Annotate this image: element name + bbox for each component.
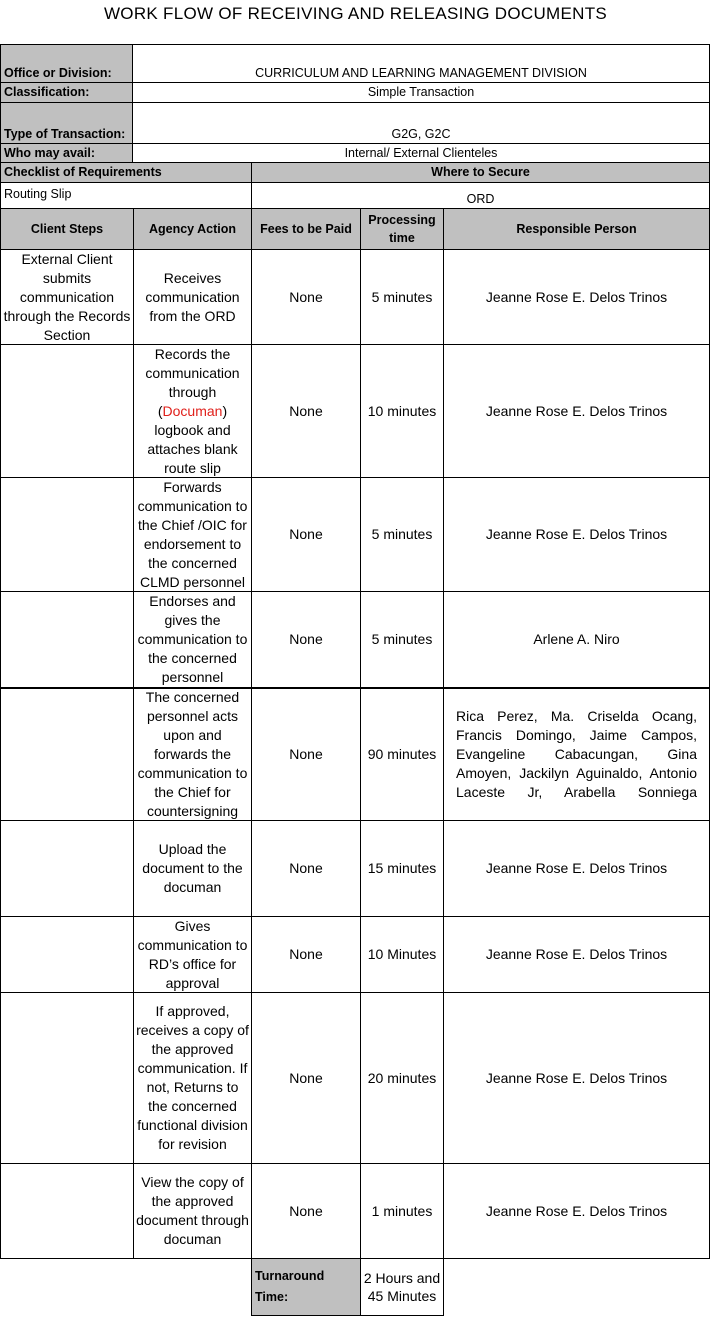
- requirement-cell: [0, 182, 252, 209]
- header-client-steps: Client Steps: [0, 208, 134, 250]
- responsible-person-6: Jeanne Rose E. Delos Trinos: [443, 820, 710, 917]
- classification-value-cell: [132, 82, 710, 103]
- where-label: Where to Secure: [431, 165, 530, 179]
- turnaround-label: Turnaround Time:: [251, 1258, 361, 1316]
- agency-action-9: View the copy of the approved document through documan: [133, 1163, 252, 1259]
- client-step-7: [0, 916, 134, 993]
- client-step-6: [0, 820, 134, 917]
- agency-action-7: Gives communication to RD’s office for approval: [133, 916, 252, 993]
- responsible-person-2: Jeanne Rose E. Delos Trinos: [443, 344, 710, 478]
- header-fees: Fees to be Paid: [251, 208, 361, 250]
- responsible-person-1: Jeanne Rose E. Delos Trinos: [443, 249, 710, 345]
- classification-label: Classification:: [4, 85, 90, 99]
- avail-value-cell: [132, 143, 710, 163]
- client-step-4: [0, 591, 134, 688]
- responsible-person-8: Jeanne Rose E. Delos Trinos: [443, 992, 710, 1164]
- fee-6: None: [251, 820, 361, 917]
- processing-time-8: 20 minutes: [360, 992, 444, 1164]
- avail-value: Internal/ External Clienteles: [344, 146, 498, 160]
- fee-3: None: [251, 477, 361, 592]
- classification-label-cell: [0, 82, 133, 103]
- processing-time-2: 10 minutes: [360, 344, 444, 478]
- documan-highlight: Documan: [162, 402, 223, 419]
- where-value-cell: [251, 182, 710, 209]
- processing-time-6: 15 minutes: [360, 820, 444, 917]
- fee-2: None: [251, 344, 361, 478]
- turnaround-value: 2 Hours and 45 Minutes: [360, 1258, 444, 1316]
- page-title: WORK FLOW OF RECEIVING AND RELEASING DOCUMENTS: [103, 4, 608, 23]
- agency-action-2-post: ) logbook and attaches blank route slip: [147, 402, 238, 476]
- processing-time-7: 10 Minutes: [360, 916, 444, 993]
- avail-label: Who may avail:: [4, 146, 95, 160]
- type-value: G2G, G2C: [391, 127, 451, 141]
- processing-time-9: 1 minutes: [360, 1163, 444, 1259]
- fee-4: None: [251, 591, 361, 688]
- where-value: ORD: [466, 192, 495, 206]
- avail-label-cell: [0, 143, 133, 163]
- client-step-8: [0, 992, 134, 1164]
- processing-time-3: 5 minutes: [360, 477, 444, 592]
- client-step-1: External Client submits communication through the Records Section: [0, 249, 134, 345]
- checklist-label: Checklist of Requirements: [4, 165, 162, 179]
- client-step-9: [0, 1163, 134, 1259]
- fee-9: None: [251, 1163, 361, 1259]
- classification-value: Simple Transaction: [367, 85, 475, 99]
- processing-time-5: 90 minutes: [360, 687, 444, 821]
- agency-action-2-pre: Records the communication through (: [145, 345, 240, 419]
- header-processing-time: Processing time: [360, 208, 444, 250]
- agency-action-6: Upload the document to the documan: [133, 820, 252, 917]
- fee-8: None: [251, 992, 361, 1164]
- fee-7: None: [251, 916, 361, 993]
- type-value-cell: [132, 102, 710, 144]
- agency-action-4: Endorses and gives the communication to the concerned personnel: [133, 591, 252, 688]
- office-label: Office or Division:: [4, 66, 112, 80]
- agency-action-2: [133, 344, 252, 478]
- agency-action-1: Receives communication from the ORD: [133, 249, 252, 345]
- processing-time-4: 5 minutes: [360, 591, 444, 688]
- responsible-person-4: Arlene A. Niro: [443, 591, 710, 688]
- type-label: Type of Transaction:: [4, 127, 126, 141]
- responsible-person-3: Jeanne Rose E. Delos Trinos: [443, 477, 710, 592]
- header-agency-action: Agency Action: [133, 208, 252, 250]
- office-label-cell: [0, 44, 133, 83]
- agency-action-8: If approved, receives a copy of the approved communication. If not, Returns to the concerned functional division for revision: [133, 992, 252, 1164]
- office-value: CURRICULUM AND LEARNING MANAGEMENT DIVISION: [255, 66, 587, 80]
- type-label-cell: [0, 102, 133, 144]
- office-value-cell: [132, 44, 710, 83]
- client-step-3: [0, 477, 134, 592]
- where-label-cell: [251, 162, 710, 183]
- client-step-5: [0, 687, 134, 821]
- processing-time-1: 5 minutes: [360, 249, 444, 345]
- requirement-item: Routing Slip: [4, 187, 72, 201]
- agency-action-5: The concerned personnel acts upon and forwards the communication to the Chief for countersigning: [133, 687, 252, 821]
- responsible-person-7: Jeanne Rose E. Delos Trinos: [443, 916, 710, 993]
- agency-action-3: Forwards communication to the Chief /OIC for endorsement to the concerned CLMD personnel: [133, 477, 252, 592]
- responsible-person-9: Jeanne Rose E. Delos Trinos: [443, 1163, 710, 1259]
- client-step-2: [0, 344, 134, 478]
- checklist-label-cell: [0, 162, 252, 183]
- fee-1: None: [251, 249, 361, 345]
- header-responsible-person: Responsible Person: [443, 208, 710, 250]
- responsible-person-5: Rica Perez, Ma. Criselda Ocang, Francis Domingo, Jaime Campos, Evangeline Cabacungan, Gina Amoyen, Jackilyn Aguinaldo, Antonio Laceste Jr, Arabella Sonniega: [443, 687, 710, 821]
- fee-5: None: [251, 687, 361, 821]
